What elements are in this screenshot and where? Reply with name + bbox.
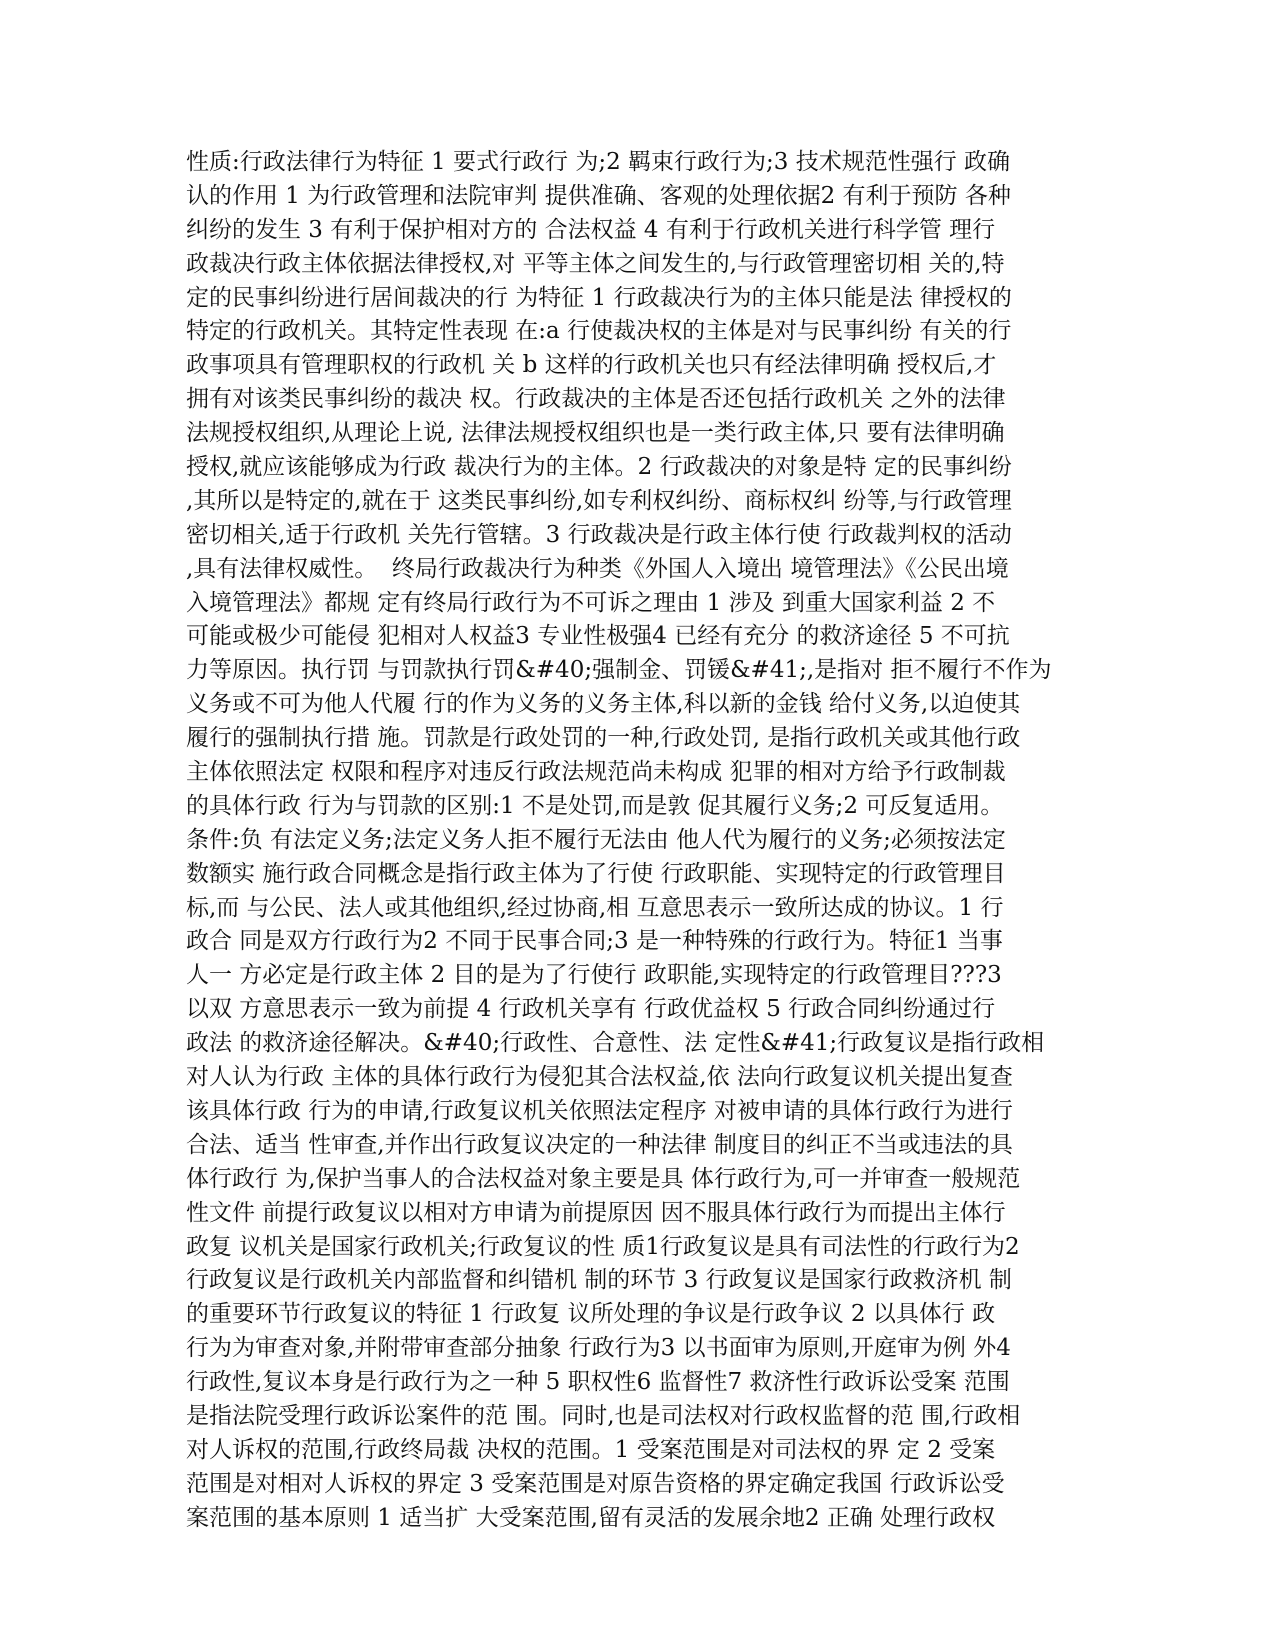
text-line: 案范围的基本原则 1 适当扩 大受案范围,留有灵活的发展余地2 正确 处理行政权 [186, 1504, 996, 1531]
text-line: 政事项具有管理职权的行政机 关 b 这样的行政机关也只有经法律明确 授权后,才 [186, 352, 997, 379]
text-line: 条件:负 有法定义务;法定义务人拒不履行无法由 他人代为履行的义务;必须按法定 [186, 826, 1006, 853]
text-line: 数额实 施行政合同概念是指行政主体为了行使 行政职能、实现特定的行政管理目 [186, 860, 1006, 887]
text-line: 行政复议是行政机关内部监督和纠错机 制的环节 3 行政复议是国家行政救济机 制 [186, 1267, 1012, 1294]
body-text [186, 146, 1106, 1536]
text-line: 性质:行政法律行为特征 1 要式行政行 为;2 羁束行政行为;3 技术规范性强行 政确 [186, 149, 1011, 175]
text-line: 合法、适当 性审查,并作出行政复议决定的一种法律 制度目的纠正不当或违法的具 [186, 1131, 1013, 1158]
text-line: 可能或极少可能侵 犯相对人权益3 专业性极强4 已经有充分 的救济途径 5 不可抗 [186, 623, 1010, 650]
text-line: 密切相关,适于行政机 关先行管辖。3 行政裁决是行政主体行使 行政裁判权的活动 [186, 521, 1012, 548]
text-line: 对人诉权的范围,行政终局裁 决权的范围。1 受案范围是对司法权的界 定 2 受案 [186, 1436, 996, 1463]
text-line: 履行的强制执行措 施。罚款是行政处罚的一种,行政处罚, 是指行政机关或其他行政 [186, 725, 1021, 752]
text-line: 的重要环节行政复议的特征 1 行政复 议所处理的争议是行政争议 2 以具体行 政 [186, 1301, 996, 1328]
text-line: 人一 方必定是行政主体 2 目的是为了行使行 政职能,实现特定的行政管理目???3 [186, 962, 1002, 989]
text-line: 纠纷的发生 3 有利于保护相对方的 合法权益 4 有利于行政机关进行科学管 理行 [186, 216, 996, 243]
text-line: 政复 议机关是国家行政机关;行政复议的性 质1行政复议是具有司法性的行政行为2 [186, 1233, 1020, 1260]
text-line: 该具体行政 行为的申请,行政复议机关依照法定程序 对被申请的具体行政行为进行 [186, 1097, 1013, 1124]
text-line: 标,而 与公民、法人或其他组织,经过协商,相 互意思表示一致所达成的协议。1 行 [186, 894, 1004, 921]
text-line: 政合 同是双方行政行为2 不同于民事合同;3 是一种特殊的行政行为。特征1 当事 [186, 928, 1003, 955]
text-line: 入境管理法》都规 定有终局行政行为不可诉之理由 1 涉及 到重大国家利益 2 不 [186, 589, 996, 616]
text-line: 特定的行政机关。其特定性表现 在:a 行使裁决权的主体是对与民事纠纷 有关的行 [186, 318, 1012, 345]
text-line: 范围是对相对人诉权的界定 3 受案范围是对原告资格的界定确定我国 行政诉讼受 [186, 1470, 1005, 1497]
text-line: 义务或不可为他人代履 行的作为义务的义务主体,科以新的金钱 给付义务,以迫使其 [186, 691, 1021, 718]
text-line: 政裁决行政主体依据法律授权,对 平等主体之间发生的,与行政管理密切相 关的,特 [186, 250, 1005, 277]
text-line: 主体依照法定 权限和程序对违反行政法规范尚未构成 犯罪的相对方给予行政制裁 [186, 759, 1006, 786]
text-line: 授权,就应该能够成为行政 裁决行为的主体。2 行政裁决的对象是特 定的民事纠纷 [186, 454, 1012, 481]
text-line: 政法 的救济途径解决。&#40;行政性、合意性、法 定性&#41;行政复议是指行政相 [186, 1030, 1045, 1057]
text-line: 法规授权组织,从理论上说, 法律法规授权组织也是一类行政主体,只 要有法律明确 [186, 420, 1005, 447]
text-line: 认的作用 1 为行政管理和法院审判 提供准确、客观的处理依据2 有利于预防 各种 [186, 182, 1011, 209]
text-line: 以双 方意思表示一致为前提 4 行政机关享有 行政优益权 5 行政合同纠纷通过行 [186, 996, 996, 1023]
text-line: 性文件 前提行政复议以相对方申请为前提原因 因不服具体行政行为而提出主体行 [186, 1199, 1006, 1226]
text-line: 对人认为行政 主体的具体行政行为侵犯其合法权益,依 法向行政复议机关提出复查 [186, 1064, 1013, 1091]
text-line: 定的民事纠纷进行居间裁决的行 为特征 1 行政裁决行为的主体只能是法 律授权的 [186, 284, 1012, 311]
text-line: 的具体行政 行为与罚款的区别:1 不是处罚,而是敦 促其履行义务;2 可反复适用。 [186, 792, 1004, 819]
text-line: 体行政行 为,保护当事人的合法权益对象主要是具 体行政行为,可一并审查一般规范 [186, 1165, 1021, 1192]
text-line: 行政性,复议本身是行政行为之一种 5 职权性6 监督性7 救济性行政诉讼受案 范围 [186, 1369, 1010, 1396]
text-line: ,其所以是特定的,就在于 这类民事纠纷,如专利权纠纷、商标权纠 纷等,与行政管理 [186, 487, 1012, 514]
text-line: ,具有法律权威性。 终局行政裁决行为种类《外国人入境出 境管理法》《公民出境 [186, 555, 1009, 582]
text-line: 力等原因。执行罚 与罚款执行罚&#40;强制金、罚锾&#41;,是指对 拒不履行不作为 [186, 657, 1052, 684]
text-line: 行为为审查对象,并附带审查部分抽象 行政行为3 以书面审为原则,开庭审为例 外4 [186, 1335, 1011, 1362]
text-line: 拥有对该类民事纠纷的裁决 权。行政裁决的主体是否还包括行政机关 之外的法律 [186, 386, 1006, 413]
text-line: 是指法院受理行政诉讼案件的范 围。同时,也是司法权对行政权监督的范 围,行政相 [186, 1402, 1021, 1429]
